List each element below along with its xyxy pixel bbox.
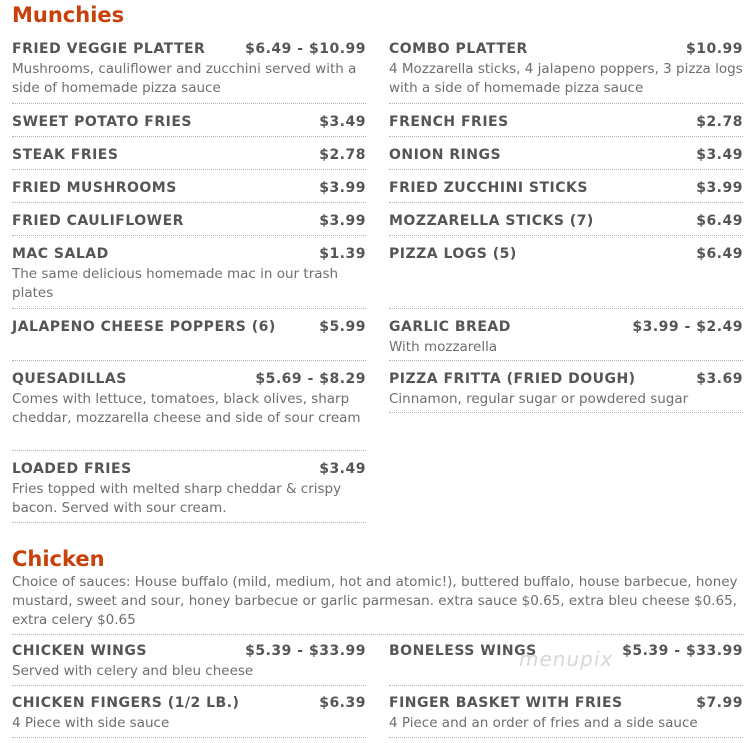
- item-description: Mushrooms, cauliflower and zucchini served with a side of homemade pizza sauce: [12, 61, 357, 96]
- menu-item: [389, 686, 743, 738]
- item-name: MAC SALAD: [12, 246, 109, 262]
- item-price: $3.69: [696, 371, 743, 387]
- chicken-left-column: [12, 641, 366, 738]
- item-name: FRIED CAULIFLOWER: [12, 213, 184, 229]
- menu-item: [12, 203, 366, 236]
- item-price: $6.49 - $10.99: [245, 41, 366, 57]
- item-name: CHICKEN WINGS: [12, 643, 147, 659]
- chicken-right-column: [389, 641, 743, 738]
- item-price: $6.49: [696, 213, 743, 229]
- menu-item: [12, 41, 366, 104]
- menupix-watermark: menupix: [519, 647, 614, 671]
- munchies-right-column: [389, 41, 743, 413]
- item-price: $10.99: [685, 41, 743, 57]
- item-price: $6.49: [696, 246, 743, 262]
- item-price: $3.49: [696, 147, 743, 163]
- item-price: $3.99: [319, 180, 366, 196]
- item-name: LOADED FRIES: [12, 461, 132, 477]
- item-description: Cinnamon, regular sugar or powdered sugar: [389, 391, 689, 407]
- item-price: $6.39: [319, 695, 366, 711]
- item-name: SWEET POTATO FRIES: [12, 114, 192, 130]
- item-description: 4 Mozzarella sticks, 4 jalapeno poppers, 3 pizza logs with a side of homemade pizza sauce: [389, 61, 743, 96]
- menu-item: [389, 104, 743, 137]
- item-price: $5.99: [319, 319, 366, 335]
- item-price: $7.99: [696, 695, 743, 711]
- section-title-chicken: Chicken: [12, 547, 105, 571]
- item-name: FINGER BASKET WITH FRIES: [389, 695, 623, 711]
- menu-item: [389, 41, 743, 104]
- item-description: 4 Piece with side sauce: [12, 715, 170, 731]
- item-description: 4 Piece and an order of fries and a side sauce: [389, 715, 698, 731]
- item-name: STEAK FRIES: [12, 147, 119, 163]
- menu-item: [389, 309, 743, 361]
- item-name: ONION RINGS: [389, 147, 502, 163]
- menu-item: [389, 137, 743, 170]
- item-price: $3.99: [319, 213, 366, 229]
- item-name: FRIED ZUCCHINI STICKS: [389, 180, 588, 196]
- item-price: $3.49: [319, 114, 366, 130]
- menu-item: [12, 641, 366, 686]
- item-name: FRENCH FRIES: [389, 114, 509, 130]
- item-price: $1.39: [319, 246, 366, 262]
- item-description: Comes with lettuce, tomatoes, black olives, sharp cheddar, mozzarella cheese and side of sour cream: [12, 391, 361, 426]
- item-price: $3.99: [696, 180, 743, 196]
- menu-item: [12, 361, 366, 451]
- menu-item: [12, 170, 366, 203]
- item-name: PIZZA FRITTA (FRIED DOUGH): [389, 371, 636, 387]
- item-name: MOZZARELLA STICKS (7): [389, 213, 594, 229]
- menu-item: [12, 236, 366, 309]
- menu-item: [12, 686, 366, 738]
- item-name: QUESADILLAS: [12, 371, 127, 387]
- menu-item: [12, 104, 366, 137]
- item-name: PIZZA LOGS (5): [389, 246, 517, 262]
- item-price: $2.78: [319, 147, 366, 163]
- menu-item: [389, 203, 743, 236]
- item-name: GARLIC BREAD: [389, 319, 511, 335]
- section-title-munchies: Munchies: [12, 3, 125, 27]
- item-price: $5.39 - $33.99: [245, 643, 366, 659]
- menu-item: [389, 641, 743, 686]
- item-description: With mozzarella: [389, 339, 498, 355]
- item-description: Served with celery and bleu cheese: [12, 663, 254, 679]
- item-price: $3.99 - $2.49: [632, 319, 743, 335]
- menu-item: [12, 137, 366, 170]
- menu-item: [389, 170, 743, 203]
- menu-item: [389, 361, 743, 413]
- menu-item: [12, 451, 366, 523]
- munchies-left-column: [12, 41, 366, 523]
- item-name: CHICKEN FINGERS (1/2 LB.): [12, 695, 240, 711]
- item-name: BONELESS WINGS: [389, 643, 537, 659]
- menu-item: [389, 236, 743, 309]
- item-price: $2.78: [696, 114, 743, 130]
- item-name: COMBO PLATTER: [389, 41, 528, 57]
- item-name: JALAPENO CHEESE POPPERS (6): [12, 319, 276, 335]
- item-name: FRIED MUSHROOMS: [12, 180, 177, 196]
- item-price: $5.39 - $33.99: [622, 643, 743, 659]
- item-description: Fries topped with melted sharp cheddar & crispy bacon. Served with sour cream.: [12, 481, 342, 516]
- item-name: FRIED VEGGIE PLATTER: [12, 41, 206, 57]
- item-description: The same delicious homemade mac in our trash plates: [12, 266, 339, 301]
- item-price: $5.69 - $8.29: [255, 371, 366, 387]
- item-price: $3.49: [319, 461, 366, 477]
- menu-item: [12, 309, 366, 361]
- chicken-sauce-info: Choice of sauces: House buffalo (mild, medium, hot and atomic!), buttered buffalo, house barbecue, honey mustard, sweet and sour, honey barbecue or garlic parmesan. extra sauce $0.65, extra bleu cheese $0.65, extra celery $0.65: [12, 573, 744, 635]
